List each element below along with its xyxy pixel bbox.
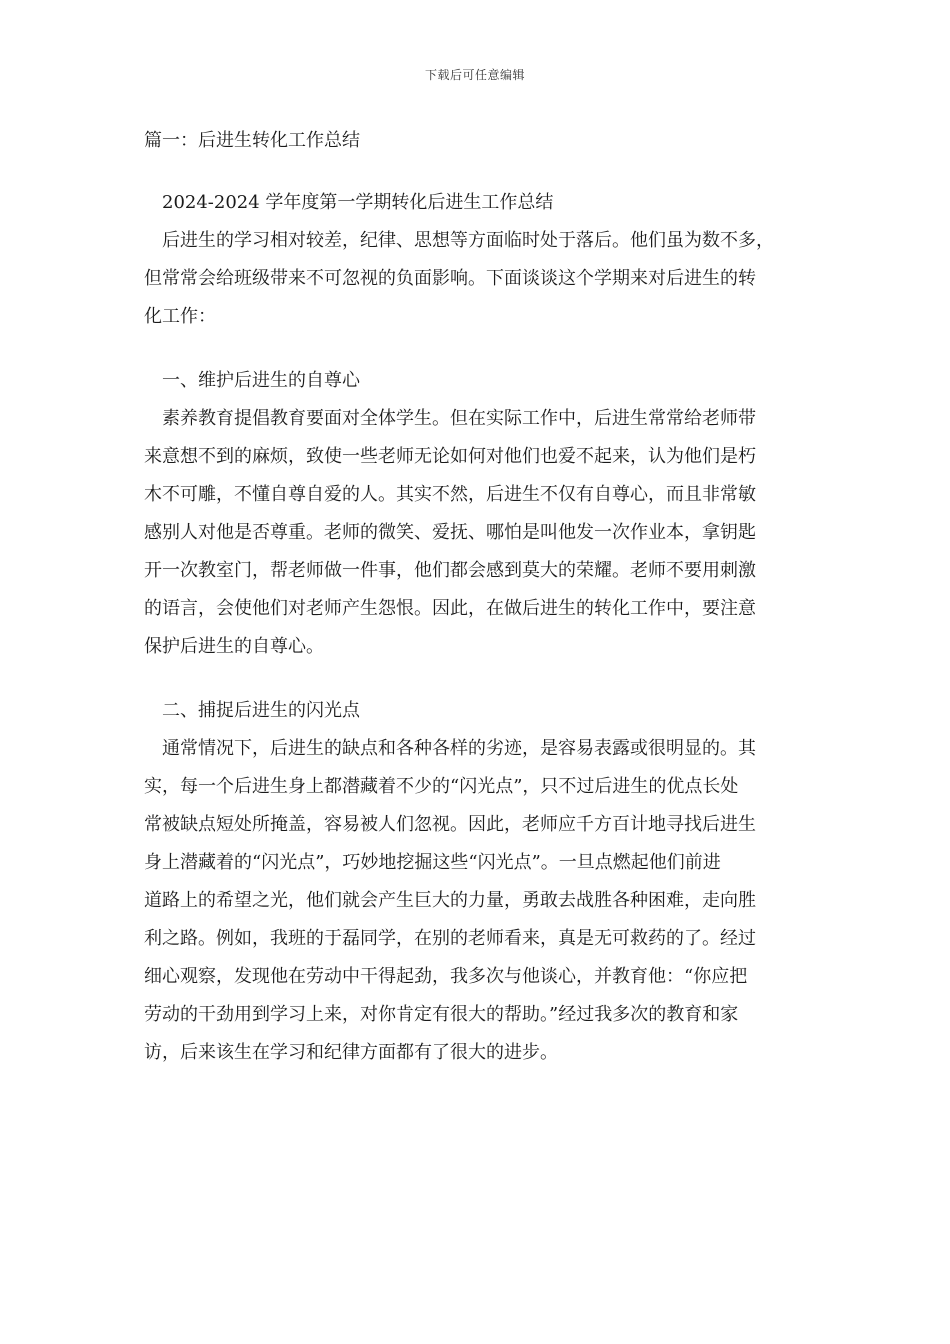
paragraph-line: 劳动的干劲用到学习上来，对你肯定有很大的帮助。”经过我多次的教育和家 xyxy=(144,1004,739,1025)
paragraph-line: 但常常会给班级带来不可忽视的负面影响。下面谈谈这个学期来对后进生的转 xyxy=(144,268,756,289)
section-1-paragraph xyxy=(144,400,810,666)
paragraph-line: 利之路。例如，我班的于磊同学，在别的老师看来，真是无可救药的了。经过 xyxy=(144,928,756,949)
section-2-paragraph xyxy=(144,730,810,1072)
paragraph-line: 细心观察，发现他在劳动中干得起劲，我多次与他谈心，并教育他：“你应把 xyxy=(144,966,748,987)
section-heading-2: 二、捕捉后进生的闪光点 xyxy=(162,700,360,721)
paragraph-line: 木不可雕，不懂自尊自爱的人。其实不然，后进生不仅有自尊心，而且非常敏 xyxy=(144,484,756,505)
document-subtitle: 2024-2024 学年度第一学期转化后进生工作总结 xyxy=(162,192,554,213)
header-note: 下载后可任意编辑 xyxy=(424,68,525,82)
paragraph-line: 来意想不到的麻烦，致使一些老师无论如何对他们也爱不起来，认为他们是朽 xyxy=(144,446,756,467)
section-heading-1: 一、维护后进生的自尊心 xyxy=(162,370,360,391)
paragraph-line: 常被缺点短处所掩盖，容易被人们忽视。因此，老师应千方百计地寻找后进生 xyxy=(144,814,756,835)
paragraph-line: 感别人对他是否尊重。老师的微笑、爱抚、哪怕是叫他发一次作业本，拿钥匙 xyxy=(144,522,756,543)
paragraph-line: 实，每一个后进生身上都潜藏着不少的“闪光点”，只不过后进生的优点长处 xyxy=(144,776,739,797)
document-body xyxy=(144,122,810,1072)
paragraph-line: 访，后来该生在学习和纪律方面都有了很大的进步。 xyxy=(144,1042,558,1063)
paragraph-line: 素养教育提倡教育要面对全体学生。但在实际工作中，后进生常常给老师带 xyxy=(162,408,756,429)
intro-paragraph xyxy=(144,222,810,336)
paragraph-line: 化工作： xyxy=(144,306,216,327)
paragraph-line: 通常情况下，后进生的缺点和各种各样的劣迹，是容易表露或很明显的。其 xyxy=(162,738,756,759)
paragraph-line: 的语言，会使他们对老师产生怨恨。因此，在做后进生的转化工作中，要注意 xyxy=(144,598,756,619)
paragraph-line: 后进生的学习相对较差，纪律、思想等方面临时处于落后。他们虽为数不多， xyxy=(162,230,774,251)
paragraph-line: 开一次教室门，帮老师做一件事，他们都会感到莫大的荣耀。老师不要用刺激 xyxy=(144,560,756,581)
paragraph-line: 道路上的希望之光，他们就会产生巨大的力量，勇敢去战胜各种困难，走向胜 xyxy=(144,890,756,911)
paragraph-line: 保护后进生的自尊心。 xyxy=(144,636,324,657)
paragraph-line: 身上潜藏着的“闪光点”，巧妙地挖掘这些“闪光点”。一旦点燃起他们前进 xyxy=(144,852,721,873)
document-title: 篇一：后进生转化工作总结 xyxy=(144,130,360,151)
